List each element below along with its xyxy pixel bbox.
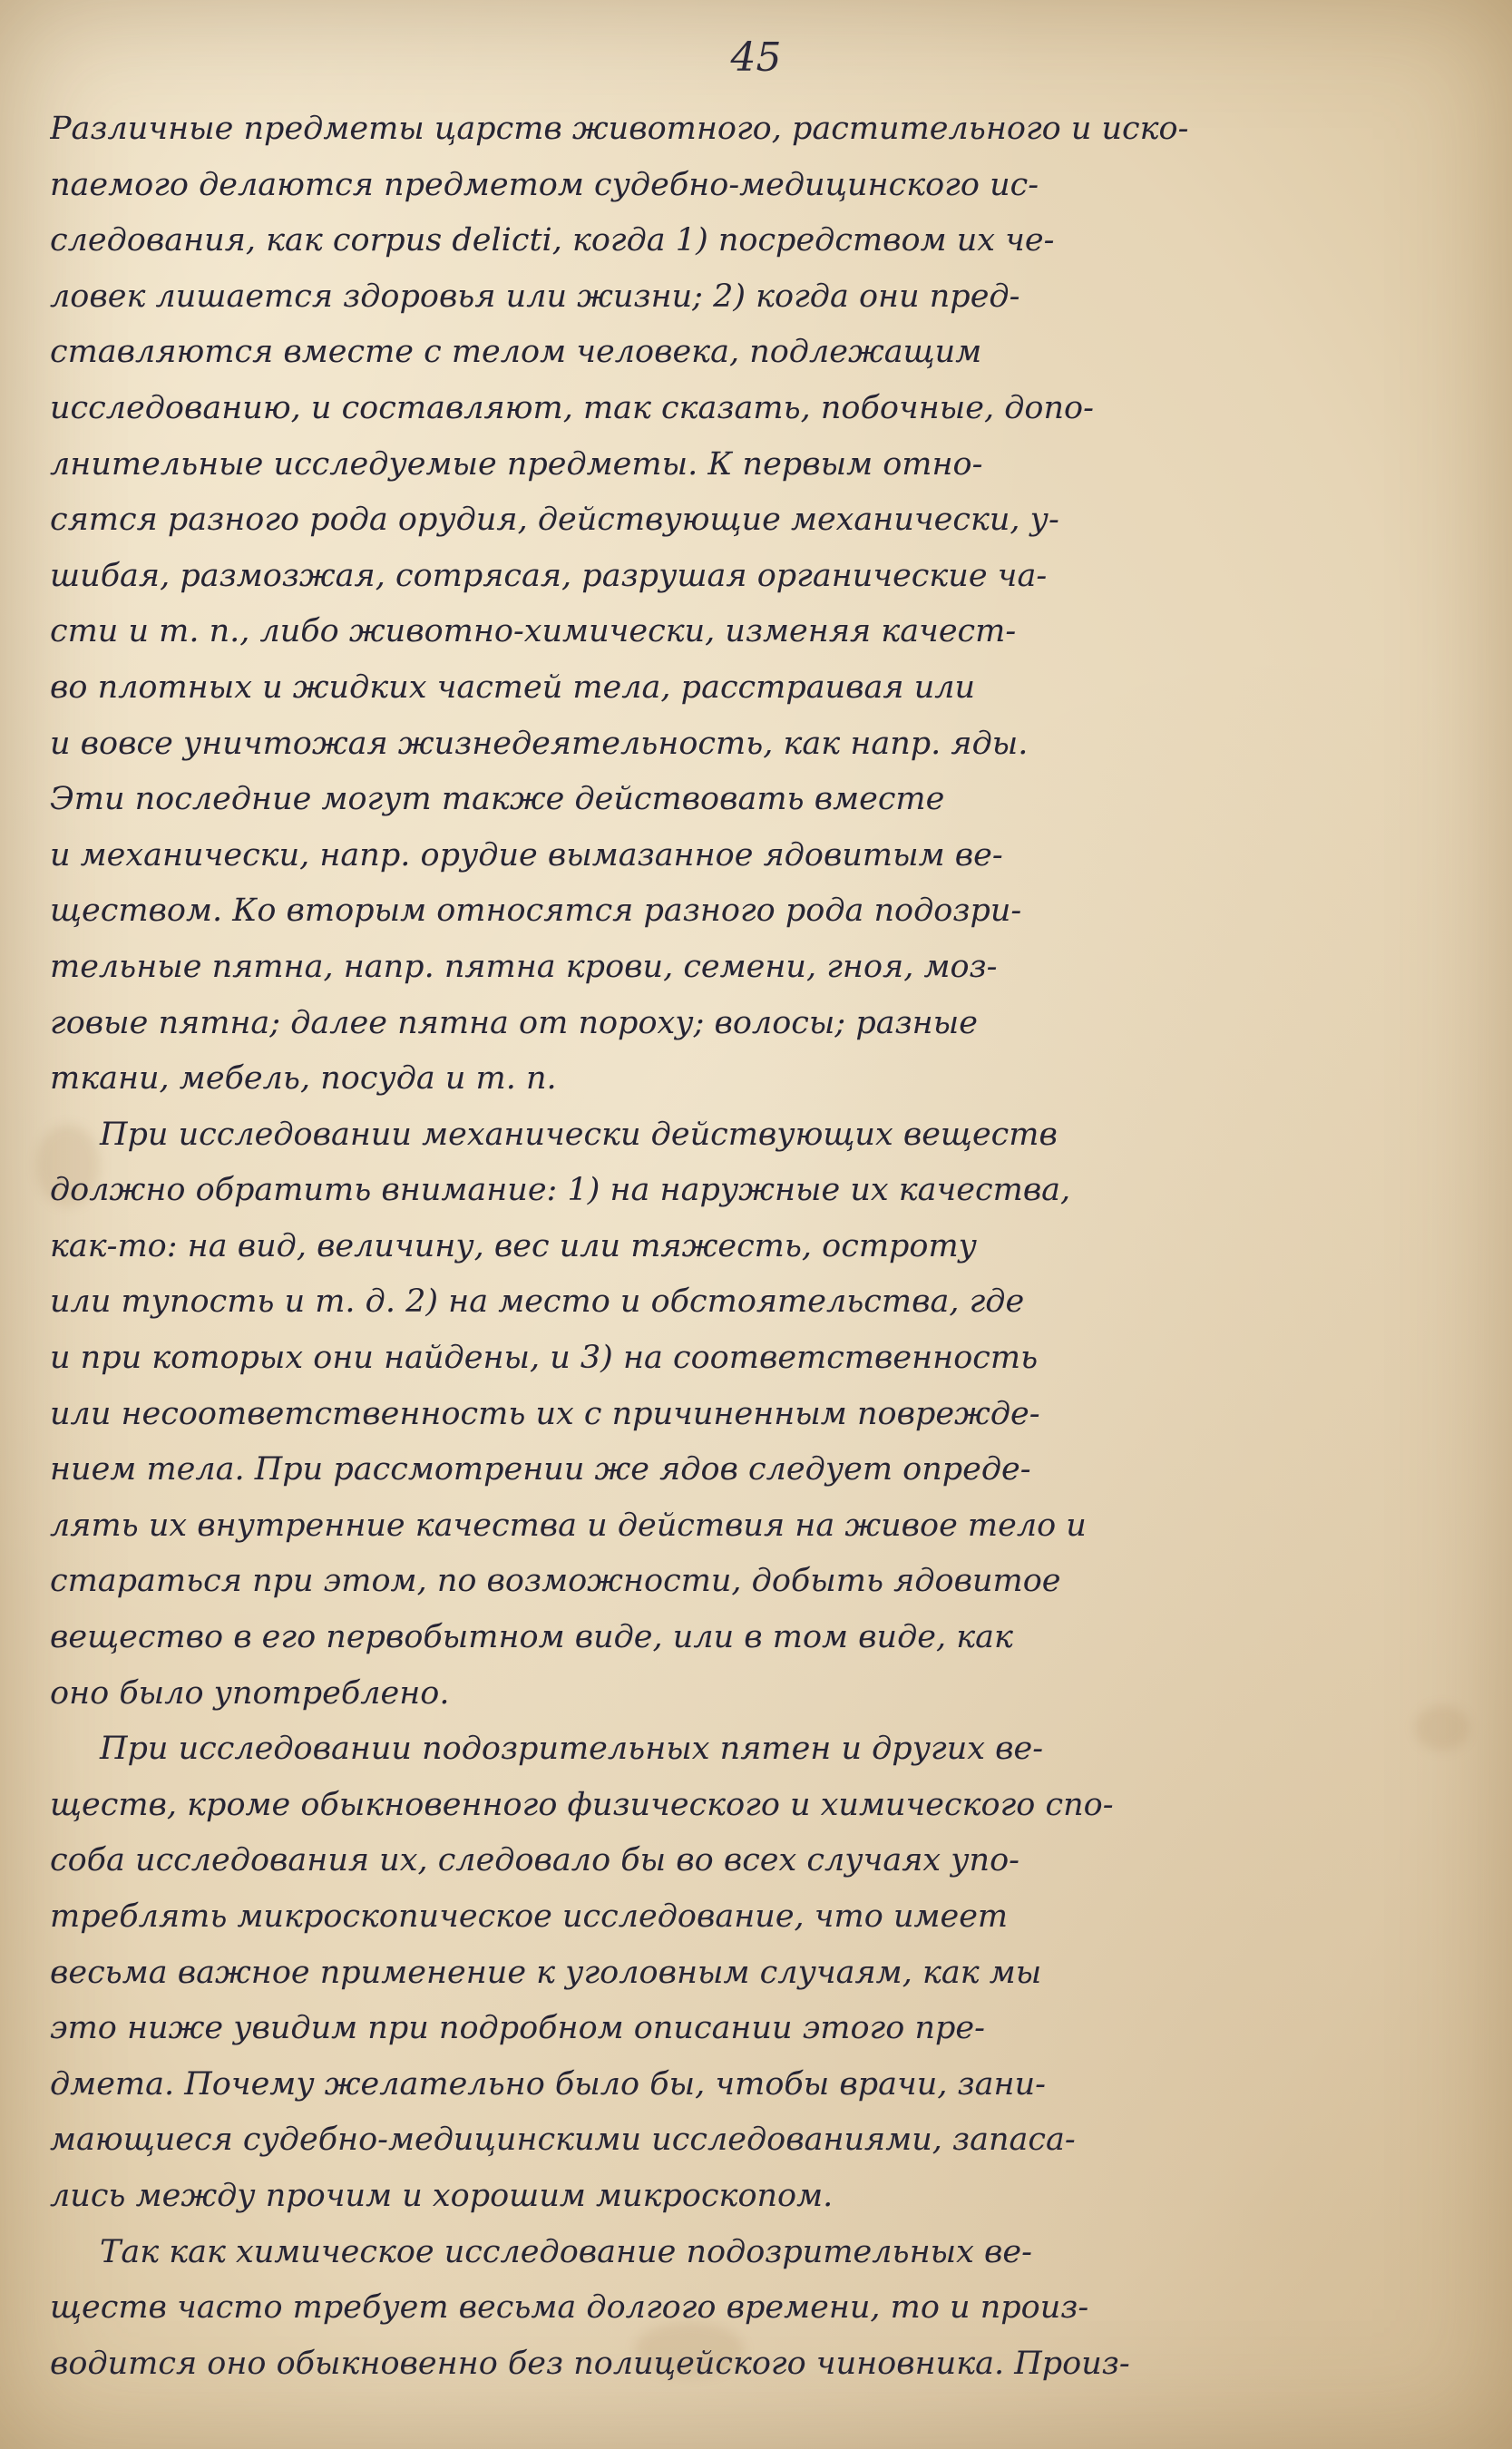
manuscript-line: весьма важное применение к уголовным случаям, как мы [50,1954,1042,1991]
manuscript-line: Так как химическое исследование подозрительных ве- [100,2233,1032,2270]
manuscript-line: исследованию, и составляют, так сказать, побочные, допо- [50,389,1094,426]
manuscript-line: Различные предметы царств животного, растительного и иско- [50,111,1189,147]
manuscript-line: ществ часто требует весьма долгого времени, то и произ- [50,2289,1089,2327]
manuscript-line: должно обратить внимание: 1) на наружные их качества, [50,1172,1071,1209]
manuscript-line: или тупость и т. д. 2) на место и обстоятельства, где [50,1283,1025,1321]
manuscript-line: ловек лишается здоровья или жизни; 2) когда они пред- [50,278,1020,315]
manuscript-line: или несоответственность их с причиненным поврежде- [50,1395,1040,1432]
manuscript-line: стараться при этом, по возможности, добыть ядовитое [50,1563,1061,1600]
manuscript-line: паемого делаются предметом судебно-медицинского ис- [50,166,1039,203]
manuscript-line: шибая, размозжая, сотрясая, разрушая органические ча- [50,557,1048,594]
manuscript-line: и при которых они найдены, и 3) на соответственность [50,1340,1039,1377]
manuscript-line: как-то: на вид, величину, вес или тяжесть, остроту [50,1227,977,1264]
manuscript-text [50,102,1447,2392]
manuscript-line: вещество в его первобытном виде, или в том виде, как [50,1619,1013,1656]
manuscript-line: нием тела. При рассмотрении же ядов следует опреде- [50,1451,1031,1488]
manuscript-line: ткани, мебель, посуда и т. п. [50,1060,557,1098]
manuscript-line: ставляются вместе с телом человека, подлежащим [50,334,982,371]
manuscript-line: это ниже увидим при подробном описании этого пре- [50,2010,985,2047]
manuscript-line: тельные пятна, напр. пятна крови, семени, гноя, моз- [50,948,998,985]
manuscript-line: лись между прочим и хорошим микроскопом. [50,2177,834,2214]
manuscript-line: лять их внутренние качества и действия на живое тело и [50,1507,1087,1544]
page-number: 45 [730,34,782,81]
manuscript-line: и вовсе уничтожая жизнедеятельность, как напр. яды. [50,725,1029,762]
manuscript-line: При исследовании механически действующих веществ [100,1116,1058,1153]
manuscript-line: треблять микроскопическое исследование, что имеет [50,1898,1009,1935]
manuscript-line: водится оно обыкновенно без полицейского чиновника. Произ- [50,2345,1130,2382]
manuscript-line: ществ, кроме обыкновенного физического и химического спо- [50,1786,1114,1823]
manuscript-line: оно было употреблено. [50,1674,450,1712]
manuscript-line: дмета. Почему желательно было бы, чтобы врачи, зани- [50,2065,1046,2103]
manuscript-line: соба исследования их, следовало бы во всех случаях упо- [50,1842,1019,1879]
manuscript-line: сти и т. п., либо животно-химически, изменяя качест- [50,613,1017,650]
manuscript-line: и механически, напр. орудие вымазанное ядовитым ве- [50,836,1003,873]
manuscript-line: сятся разного рода орудия, действующие механически, у- [50,502,1059,539]
manuscript-line: во плотных и жидких частей тела, расстраивая или [50,668,976,706]
manuscript-line: мающиеся судебно-медицинскими исследованиями, запаса- [50,2122,1076,2159]
manuscript-line: следования, как corpus delicti, когда 1) посредством их че- [50,222,1055,259]
manuscript-line: При исследовании подозрительных пятен и других ве- [100,1731,1044,1768]
manuscript-line: говые пятна; далее пятна от пороху; волосы; разные [50,1004,978,1041]
manuscript-line: Эти последние могут также действовать вместе [50,781,945,818]
manuscript-line: лнительные исследуемые предметы. К первым отно- [50,445,983,483]
manuscript-line: ществом. Ко вторым относятся разного рода подозри- [50,893,1022,930]
